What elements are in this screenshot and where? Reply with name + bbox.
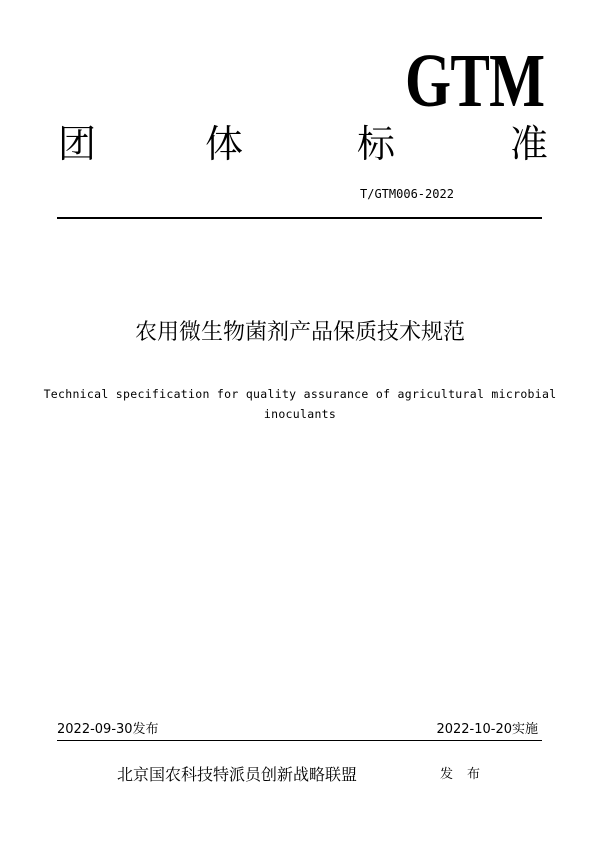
top-divider: [57, 217, 542, 219]
implementation-date: 2022-10-20实施: [436, 722, 538, 737]
title-english-line-2: inoculants: [263, 407, 337, 421]
publisher-name: 北京国农科技特派员创新战略联盟: [117, 765, 358, 784]
bottom-divider: [57, 740, 542, 741]
document-title-chinese: 农用微生物菌剂产品保质技术规范: [134, 320, 465, 345]
standard-type-char-2: 体: [205, 122, 244, 166]
standard-type-heading: [0, 118, 600, 170]
issue-date: 2022-09-30发布: [57, 722, 159, 737]
standard-type-char-1: 团: [58, 122, 97, 166]
publish-label: 发布: [440, 767, 495, 782]
standard-type-char-4: 准: [510, 122, 549, 166]
standard-number: T/GTM006-2022: [360, 187, 454, 201]
standard-type-char-3: 标: [357, 122, 396, 166]
title-english-line-1: Technical specification for quality assurance of agricultural microbial: [43, 387, 557, 401]
document-title-english: [40, 384, 560, 424]
gtm-logo: GTM: [405, 39, 545, 123]
